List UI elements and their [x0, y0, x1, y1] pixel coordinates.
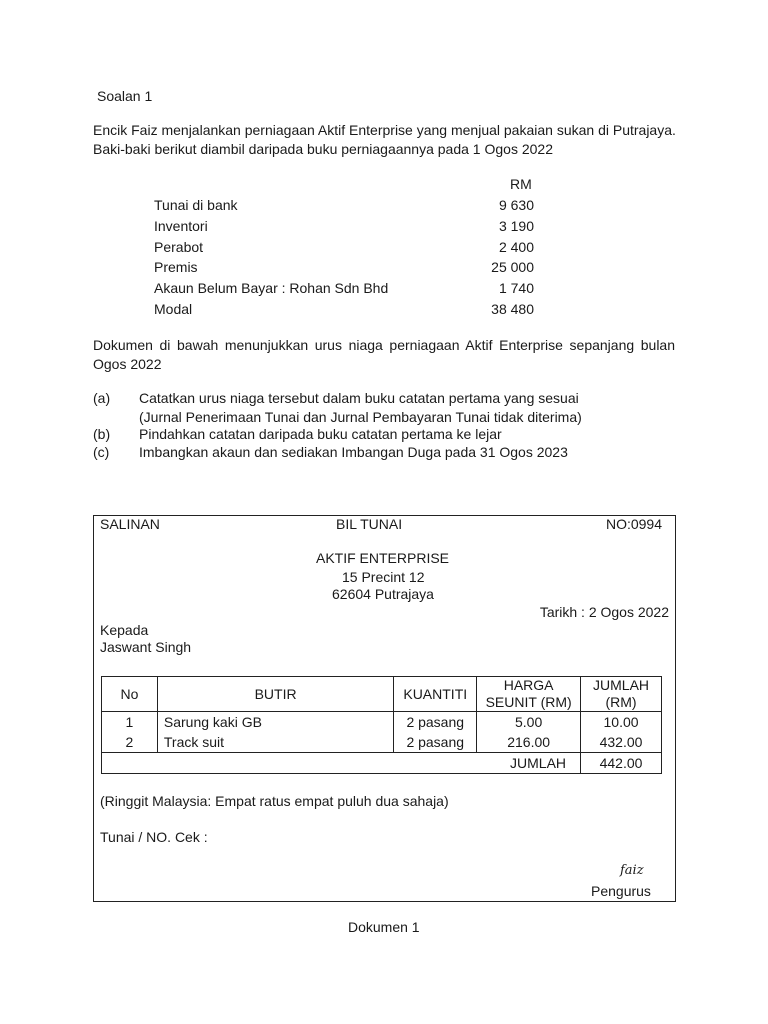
cell-unit-price: 5.00: [477, 712, 581, 733]
task-label: (b): [93, 426, 111, 442]
table-row: [102, 732, 662, 753]
question-title: Soalan 1: [97, 88, 153, 104]
document-caption: Dokumen 1: [348, 919, 420, 935]
cell-total: 10.00: [581, 712, 662, 733]
bill-company: AKTIF ENTERPRISE: [316, 550, 450, 566]
balance-label: Inventori: [154, 218, 208, 234]
bill-items-table: [101, 676, 662, 774]
header-no: No: [102, 677, 158, 712]
document-intro: Dokumen di bawah menunjukkan urus niaga perniagaan Aktif Enterprise sepanjang bulan Ogos 2022: [93, 337, 675, 372]
task-note: (Jurnal Penerimaan Tunai dan Jurnal Pembayaran Tunai tidak diterima): [139, 409, 582, 425]
balance-amount: 2 400: [498, 239, 534, 255]
cell-quantity: 2 pasang: [394, 732, 477, 753]
bill-date: Tarikh : 2 Ogos 2022: [539, 604, 669, 620]
task-item: [93, 426, 653, 445]
task-item: [93, 390, 653, 428]
bill-amount-in-words: (Ringgit Malaysia: Empat ratus empat puluh dua sahaja): [100, 793, 449, 809]
balance-row: [154, 197, 534, 217]
balance-amount: 3 190: [498, 218, 534, 234]
header-total: JUMLAH (RM): [581, 677, 662, 712]
balance-label: Modal: [154, 301, 193, 317]
balance-row: [154, 301, 534, 321]
bill-address-line1: 15 Precint 12: [342, 569, 425, 585]
cell-item: Track suit: [157, 732, 393, 753]
bill-customer-name: Jaswant Singh: [100, 639, 192, 655]
task-text: Imbangkan akaun dan sediakan Imbangan Duga pada 31 Ogos 2023: [139, 444, 568, 460]
balance-row: [154, 259, 534, 279]
balance-row: [154, 218, 534, 238]
table-sum-row: [102, 753, 662, 774]
balance-label: Tunai di bank: [154, 197, 238, 213]
table-header-row: [102, 677, 662, 712]
task-item: [93, 444, 653, 463]
task-label: (c): [93, 444, 110, 460]
bill-doc-type: BIL TUNAI: [336, 516, 403, 532]
balance-amount: 38 480: [491, 301, 534, 317]
sum-label: JUMLAH: [102, 753, 581, 774]
bill-copy-label: SALINAN: [100, 516, 160, 532]
bill-number: NO:0994: [605, 516, 662, 532]
balance-row: [154, 280, 534, 300]
bill-signer-title: Pengurus: [591, 883, 651, 899]
balance-label: Perabot: [154, 239, 204, 255]
bill-address-line2: 62604 Putrajaya: [332, 586, 434, 602]
balance-amount: 25 000: [491, 259, 534, 275]
table-row: [102, 712, 662, 733]
task-text: Catatkan urus niaga tersebut dalam buku catatan pertama yang sesuai: [139, 390, 579, 406]
sum-value: 442.00: [581, 753, 662, 774]
cell-unit-price: 216.00: [477, 732, 581, 753]
cell-quantity: 2 pasang: [394, 712, 477, 733]
signature: faiz: [620, 863, 644, 878]
intro-paragraph: Encik Faiz menjalankan perniagaan Aktif Enterprise yang menjual pakaian sukan di Putrajaya. Baki-baki berikut diambil daripada buku perniagaannya pada 1 Ogos 2022: [93, 122, 676, 157]
header-unit-price: HARGA SEUNIT (RM): [477, 677, 581, 712]
balance-amount: 9 630: [498, 197, 534, 213]
header-item: BUTIR: [157, 677, 393, 712]
task-text: Pindahkan catatan daripada buku catatan pertama ke lejar: [139, 426, 502, 442]
cell-total: 432.00: [581, 732, 662, 753]
bill-payment-method: Tunai / NO. Cek :: [100, 829, 208, 845]
balance-label: Akaun Belum Bayar : Rohan Sdn Bhd: [154, 280, 389, 296]
bill-to-label: Kepada: [100, 622, 149, 638]
balances-currency-header: RM: [510, 176, 532, 192]
cell-no: 1: [102, 712, 158, 733]
cash-bill: [93, 515, 676, 902]
balance-amount: 1 740: [498, 280, 534, 296]
balance-label: Premis: [154, 259, 198, 275]
cell-item: Sarung kaki GB: [157, 712, 393, 733]
balance-row: [154, 239, 534, 259]
header-quantity: KUANTITI: [394, 677, 477, 712]
task-label: (a): [93, 390, 111, 406]
cell-no: 2: [102, 732, 158, 753]
